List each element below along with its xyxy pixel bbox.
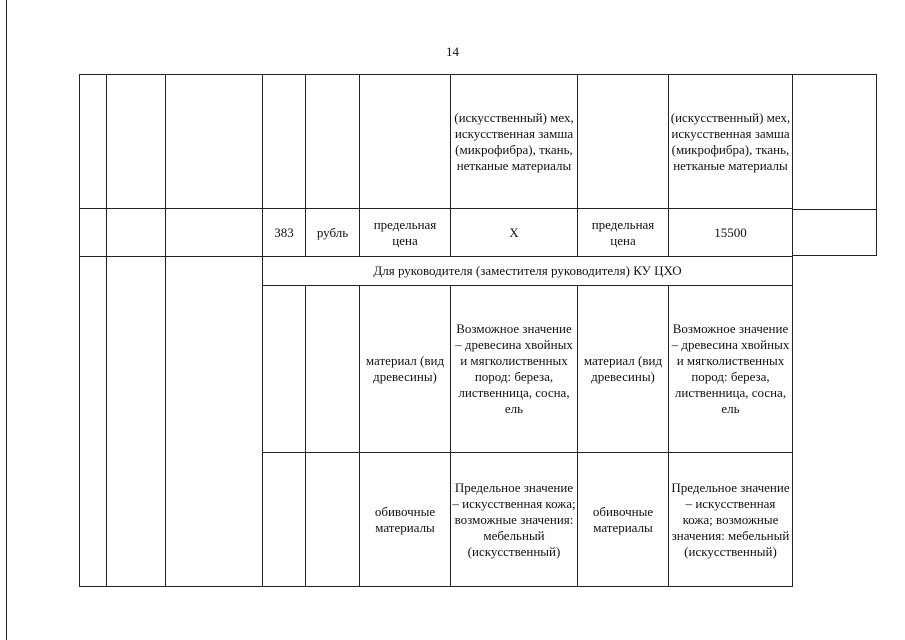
table-cell — [306, 453, 360, 587]
table-cell — [263, 75, 306, 209]
table-cell — [107, 209, 166, 257]
table-cell — [107, 75, 166, 209]
characteristic-cell: материал (вид древесины) — [360, 286, 451, 453]
characteristic-cell: обивочные материалы — [360, 453, 451, 587]
table-edge-divider — [792, 209, 877, 210]
page-left-border — [6, 0, 7, 640]
value-cell: Возможное значение – древесина хвойных и мягколиственных пород: береза, лиственница, сосна, ель — [451, 286, 578, 453]
table-cell — [80, 75, 107, 209]
table-cell — [107, 257, 166, 587]
table-cell — [166, 75, 263, 209]
table-cell — [306, 286, 360, 453]
table-cell — [166, 257, 263, 587]
characteristic-cell: предельная цена — [360, 209, 451, 257]
table-cell — [578, 75, 669, 209]
value-cell-2: 15500 — [669, 209, 793, 257]
table-row — [80, 209, 793, 257]
table-cell — [306, 75, 360, 209]
table-row — [80, 257, 793, 286]
table-cell — [80, 209, 107, 257]
section-header: Для руководителя (заместителя руководителя) КУ ЦХО — [263, 257, 793, 286]
value-cell: X — [451, 209, 578, 257]
table-cell — [263, 286, 306, 453]
table-cell — [263, 453, 306, 587]
value-cell-2: Предельное значение – искусственная кожа; возможные значения: мебельный (искусственный) — [669, 453, 793, 587]
table-edge-column — [792, 74, 877, 256]
table-cell — [166, 209, 263, 257]
characteristic-cell-2: обивочные материалы — [578, 453, 669, 587]
requirements-table — [79, 74, 793, 587]
page-number: 14 — [446, 44, 459, 59]
table-row — [80, 75, 793, 209]
value-cell: Предельное значение – искусственная кожа; возможные значения: мебельный (искусственный) — [451, 453, 578, 587]
characteristic-cell-2: предельная цена — [578, 209, 669, 257]
characteristic-cell-2: материал (вид древесины) — [578, 286, 669, 453]
okei-code-cell: 383 — [263, 209, 306, 257]
material-value-cell-2: (искусственный) мех, искусственная замша (микрофибра), ткань, нетканые материалы — [669, 75, 793, 209]
material-value-cell: (искусственный) мех, искусственная замша (микрофибра), ткань, нетканые материалы — [451, 75, 578, 209]
value-cell-2: Возможное значение – древесина хвойных и мягколиственных пород: береза, лиственница, сосна, ель — [669, 286, 793, 453]
table-cell — [80, 257, 107, 587]
unit-cell: рубль — [306, 209, 360, 257]
table-cell — [360, 75, 451, 209]
